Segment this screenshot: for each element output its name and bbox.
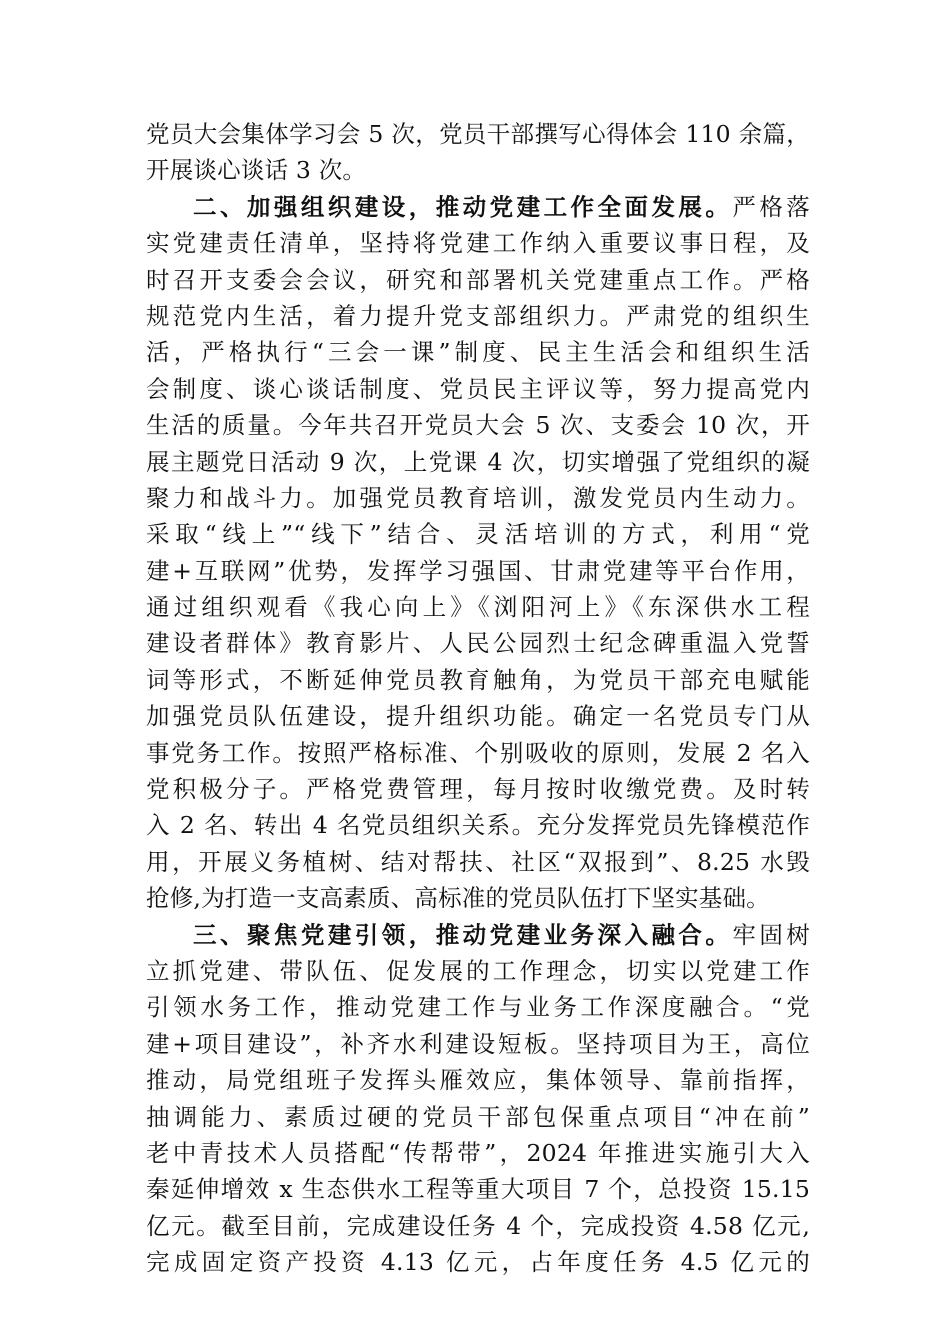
text-line: 推动，局党组班子发挥头雁效应，集体领导、靠前指挥， — [146, 1066, 810, 1095]
text-line: 生活的质量。今年共召开党员大会 5 次、支委会 10 次，开 — [146, 411, 810, 440]
text-line: 采取“线上”“线下”结合、灵活培训的方式，利用“党 — [146, 520, 810, 549]
text-line: 展主题党日活动 9 次，上党课 4 次，切实增强了党组织的凝 — [146, 447, 810, 476]
text-line: 抽调能力、素质过硬的党员干部包保重点项目“冲在前” — [146, 1102, 810, 1131]
document-page — [146, 116, 810, 1281]
text-line: 党积极分子。严格党费管理，每月按时收缴党费。及时转 — [146, 775, 810, 804]
text-line: 建+项目建设”，补齐水利建设短板。坚持项目为王，高位 — [146, 1029, 810, 1058]
text-line: 立抓党建、带队伍、促发展的工作理念，切实以党建工作 — [146, 956, 810, 985]
paragraph-3 — [146, 917, 810, 1281]
text-line: 规范党内生活，着力提升党支部组织力。严肃党的组织生 — [146, 301, 810, 330]
text-line: 入 2 名、转出 4 名党员组织关系。充分发挥党员先锋模范作 — [146, 811, 810, 840]
text-line: 词等形式，不断延伸党员教育触角，为党员干部充电赋能 — [146, 665, 810, 694]
text-line: 建+互联网”优势，发挥学习强国、甘肃党建等平台作用， — [146, 556, 810, 585]
text-line: 亿元。截至目前，完成建设任务 4 个，完成投资 4.58 亿元, — [146, 1211, 810, 1240]
text-line: 活，严格执行“三会一课”制度、民主生活会和组织生活 — [146, 338, 810, 367]
text-line: 实党建责任清单，坚持将党建工作纳入重要议事日程，及 — [146, 229, 810, 258]
paragraph-2 — [146, 189, 810, 917]
text-line: 会制度、谈心谈话制度、党员民主评议等，努力提高党内 — [146, 374, 810, 403]
section-heading-2: 二、加强组织建设，推动党建工作全面发展。 — [193, 192, 733, 221]
text-line: 抢修,为打造一支高素质、高标准的党员队伍打下坚实基础。 — [146, 884, 770, 913]
paragraph-1 — [146, 116, 810, 189]
paragraph-2-first-line — [146, 189, 810, 225]
text-line: 老中青技术人员搭配“传帮带”，2024 年推进实施引大入 — [146, 1138, 810, 1167]
text-run: 严格落 — [732, 192, 810, 221]
text-line: 完成固定资产投资 4.13 亿元，占年度任务 4.5 亿元的 — [146, 1248, 810, 1277]
section-heading-3: 三、聚焦党建引领，推动党建业务深入融合。 — [193, 920, 733, 949]
text-line: 建设者群体》教育影片、人民公园烈士纪念碑重温入党誓 — [146, 629, 810, 658]
paragraph-3-first-line — [146, 917, 810, 953]
text-line: 秦延伸增效 x 生态供水工程等重大项目 7 个，总投资 15.15 — [146, 1175, 810, 1204]
text-line: 通过组织观看《我心向上》《浏阳河上》《东深供水工程 — [146, 593, 810, 622]
text-line: 用，开展义务植树、结对帮扶、社区“双报到”、8.25 水毁 — [146, 847, 810, 876]
text-line: 加强党员队伍建设，提升组织功能。确定一名党员专门从 — [146, 702, 810, 731]
text-line: 开展谈心谈话 3 次。 — [146, 156, 367, 185]
text-line: 聚力和战斗力。加强党员教育培训，激发党员内生动力。 — [146, 483, 810, 512]
text-line: 事党务工作。按照严格标准、个别吸收的原则，发展 2 名入 — [146, 738, 810, 767]
text-line: 党员大会集体学习会 5 次，党员干部撰写心得体会 110 余篇， — [146, 120, 810, 148]
text-line: 时召开支委会会议，研究和部署机关党建重点工作。严格 — [146, 265, 810, 294]
text-line: 引领水务工作，推动党建工作与业务工作深度融合。“党 — [146, 993, 810, 1022]
text-run: 牢固树 — [732, 920, 810, 949]
